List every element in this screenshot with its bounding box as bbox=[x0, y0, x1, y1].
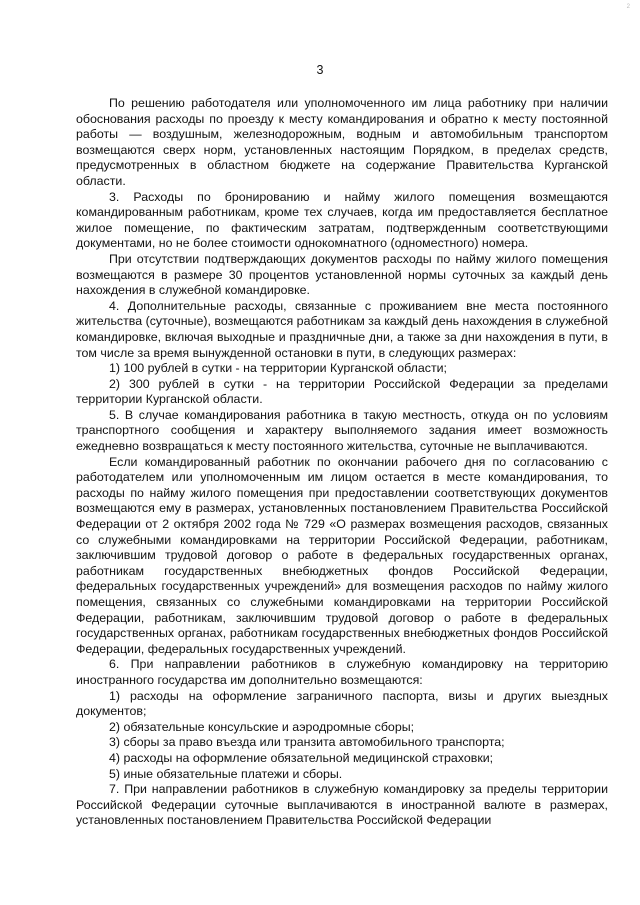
paragraph: 4. Дополнительные расходы, связанные с проживанием вне места постоянного жительства (суточные), возмещаются работникам за каждый день нахождения в служебной командировке, включая выходные и праздничные дни, а также за дни нахождения в пути, в том числе за время вынужденной остановки в пути, в следующих размерах: bbox=[76, 298, 608, 360]
paragraph: 1) 100 рублей в сутки - на территории Курганской области; bbox=[109, 361, 447, 376]
paragraph: При отсутствии подтверждающих документов расходы по найму жилого помещения возмещаются в размере 30 процентов установленной нормы суточных за каждый день нахождения в служебной командировке. bbox=[76, 251, 608, 298]
corner-mark: 2 bbox=[626, 4, 630, 10]
paragraph: 4) расходы на оформление обязательной медицинской страховки; bbox=[109, 750, 494, 765]
paragraph: 2) 300 рублей в сутки - на территории Российской Федерации за пределами территории Курганской области. bbox=[76, 376, 608, 407]
paragraph: 5. В случае командирования работника в такую местность, откуда он по условиям транспортного сообщения и характеру выполняемого задания имеет возможность ежедневно возвращаться к месту постоянного жительства, суточные не выплачиваются. bbox=[76, 407, 608, 454]
paragraph: 6. При направлении работников в служебную командировку на территорию иностранного государства им дополнительно возмещаются: bbox=[76, 657, 608, 687]
paragraph: 3. Расходы по бронированию и найму жилого помещения возмещаются командированным работникам, кроме тех случаев, когда им предоставляется бесплатное жилое помещение, по фактическим затратам, подтвержденным соответствующими документами, но не более стоимости однокомнатного (одноместного) номера. bbox=[76, 189, 608, 251]
paragraph: 7. При направлении работников в служебную командировку за пределы территории Российской Федерации суточные выплачиваются в иностранной валюте в размерах, установленных постановлением Правительства Российской Федерации bbox=[76, 782, 608, 828]
paragraph: 2) обязательные консульские и аэродромные сборы; bbox=[109, 719, 415, 734]
paragraph: 1) расходы на оформление заграничного паспорта, визы и других выездных документов; bbox=[76, 688, 608, 719]
document-body bbox=[76, 96, 608, 829]
paragraph: 5) иные обязательные платежи и сборы. bbox=[109, 766, 343, 781]
paragraph: 3) сборы за право въезда или транзита автомобильного транспорта; bbox=[109, 735, 505, 750]
paragraph: По решению работодателя или уполномоченного им лица работнику при наличии обоснования расходы по проезду к месту командирования и обратно к месту постоянной работы — воздушным, железнодорожным, водным и автомобильным транспортом возмещаются сверх норм, установленных настоящим Порядком, в пределах средств, предусмотренных в областном бюджете на содержание Правительства Курганской области. bbox=[76, 96, 608, 188]
paragraph: Если командированный работник по окончании рабочего дня по согласованию с работодателем или уполномоченным им лицом остается в месте командирования, то расходы по найму жилого помещения при предоставлении соответствующих документов возмещаются ему в размерах, установленных постановлением Правительства Российской Федерации от 2 октября 2002 года № 729 «О размерах возмещения расходов, связанных со служебными командировками на территории Российской Федерации, работникам, заключившим трудовой договор о работе в федеральных государственных органах, работникам государственных внебюджетных фондов Российской Федерации, федеральных государственных учреждений» для возмещения расходов по найму жилого помещения, связанных со служебными командировками на территории Российской Федерации, работникам, заключившим трудовой договор о работе в федеральных государственных органах, работникам государственных внебюджетных фондов Российской Федерации, федеральных государственных учреждений. bbox=[76, 454, 608, 656]
page-number: 3 bbox=[316, 63, 324, 77]
